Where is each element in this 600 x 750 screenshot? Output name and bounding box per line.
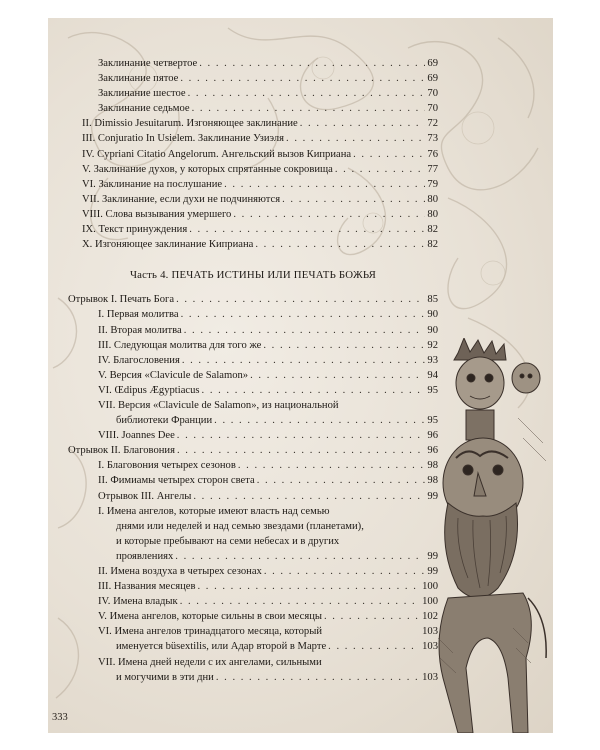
toc-entry: IX. Текст принуждения . . . 82	[68, 222, 438, 237]
toc-entry: VI. Œdipus Ægyptiacus . . . 95	[68, 383, 438, 398]
toc-entry: Заклинание пятое . . . 69	[68, 71, 438, 86]
toc-entry: VI. Заклинание на послушание . . . 79	[68, 177, 438, 192]
toc-entry: II. Dimissio Jesuitarum. Изгоняющее заклинание . . . 72	[68, 116, 438, 131]
toc-entry: VIII. Слова вызывания умершего . . . 80	[68, 207, 438, 222]
toc-entry: Отрывок II. Благовония . . . 96	[68, 443, 438, 458]
toc-entry: V. Имена ангелов, которые сильны в свои месяцы . . . 102	[68, 609, 438, 624]
toc-entry-line: и которые пребывают на семи небесах и в других	[116, 535, 340, 547]
toc-entry: VIII. Joannes Dee . . . 96	[68, 428, 438, 443]
table-of-contents	[68, 56, 438, 685]
toc-entry: IV. Благословения . . . 93	[68, 353, 438, 368]
toc-entry: III. Следующая молитва для того же . . . 92	[68, 338, 438, 353]
toc-entry: V. Версия «Clavicule de Salamon» . . . 94	[68, 368, 438, 383]
toc-entry: VII. Заклинание, если духи не подчиняются . . . 80	[68, 192, 438, 207]
toc-entry: Заклинание четвертое . . . 69	[68, 56, 438, 71]
toc-entry: именуется büsextilis, или Адар второй в Марте . . . 103	[68, 639, 438, 654]
toc-entry: VI. Имена ангелов тринадцатого месяца, который 103	[98, 626, 438, 638]
grotesque-mask-figure	[428, 338, 553, 733]
toc-entry: II. Вторая молитва . . . 90	[68, 323, 438, 338]
toc-entry: II. Фимиамы четырех сторон света . . . 98	[68, 473, 438, 488]
toc-entry: и могучими в эти дни . . . 103	[68, 670, 438, 685]
toc-entry: X. Изгоняющее заклинание Киприана . . . 82	[68, 237, 438, 252]
toc-entry: II. Имена воздуха в четырех сезонах . . . 99	[68, 564, 438, 579]
toc-entry: Заклинание шестое . . . 70	[68, 86, 438, 101]
page-number: 333	[52, 712, 68, 723]
toc-entry: I. Благовония четырех сезонов . . . 98	[68, 458, 438, 473]
toc-entry-line: днями или неделей и над семью звездами (планетами),	[116, 520, 364, 532]
page-sheet	[48, 18, 553, 733]
toc-entry-line: VII. Версия «Clavicule de Salamon», из национальной	[98, 399, 339, 411]
toc-entry: Заклинание седьмое . . . 70	[68, 101, 438, 116]
toc-entry: проявлениях . . . 99	[68, 549, 438, 564]
part-heading: Часть 4. ПЕЧАТЬ ИСТИНЫ ИЛИ ПЕЧАТЬ БОЖЬЯ	[129, 269, 377, 282]
toc-entry: I. Первая молитва . . . 90	[68, 307, 438, 322]
toc-entry: III. Названия месяцев . . . 100	[68, 579, 438, 594]
toc-entry: Отрывок III. Ангелы . . . 99	[68, 489, 438, 504]
toc-entry-line: VII. Имена дней недели с их ангелами, сильными	[98, 656, 322, 668]
toc-entry: IV. Имена владык . . . 100	[68, 594, 438, 609]
toc-entry-line: I. Имена ангелов, которые имеют власть над семью	[98, 505, 330, 517]
toc-entry: IV. Cypriani Citatio Angelorum. Ангельский вызов Киприана . . . 76	[68, 147, 438, 162]
toc-entry: III. Conjuratio In Usielem. Заклинание Узиэля . . . 73	[68, 131, 438, 146]
toc-entry: Отрывок I. Печать Бога . . . 85	[68, 292, 438, 307]
toc-entry: библиотеки Франции . . . 95	[68, 413, 438, 428]
toc-entry: V. Заклинание духов, у которых спрятанные сокровища . . . 77	[68, 162, 438, 177]
